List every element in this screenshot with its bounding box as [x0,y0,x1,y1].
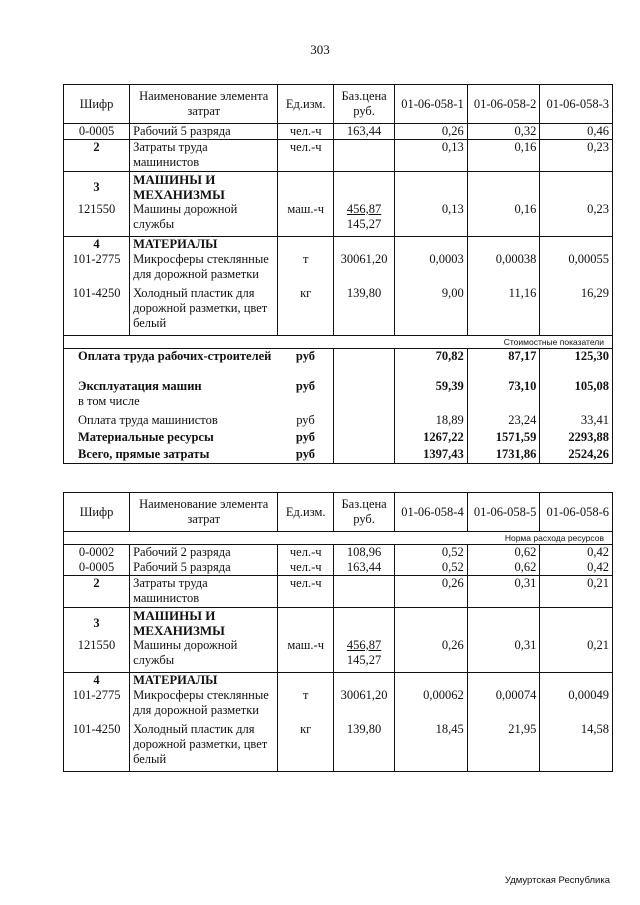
row-name: Рабочий 2 разряда [130,545,278,561]
row-value: 9,00 [395,286,468,336]
table-row [64,124,613,140]
cost-value: 23,24 [467,413,540,430]
row-unit: чел.-ч [278,576,334,608]
row-price [334,638,395,672]
row-name: Затраты труда машинистов [130,140,278,172]
table-row [64,722,613,772]
cost-value: 59,39 [395,379,468,413]
col-code: Шифр [64,85,130,124]
cost-name [64,379,278,413]
table-row [64,688,613,722]
cost-unit: руб [278,379,334,413]
cost-value: 2293,88 [540,430,613,447]
row-code: 121550 [64,202,130,236]
resource-table-1 [63,84,613,464]
section-title: МАШИНЫ И МЕХАНИЗМЫ [130,608,278,639]
row-name: Затраты труда машинистов [130,576,278,608]
table-row [64,545,613,561]
section-title: МАТЕРИАЛЫ [130,672,278,688]
row-value: 0,16 [467,202,540,236]
cost-value: 1397,43 [395,447,468,464]
row-code: 101-2775 [64,688,130,722]
price-secondary: 145,27 [346,653,382,667]
col-price: Баз.цена руб. [334,85,395,124]
price-secondary: 145,27 [346,217,382,231]
row-name: Холодный пластик для дорожной разметки, цвет белый [130,286,278,336]
row-value: 0,00055 [540,252,613,286]
row-value: 14,58 [540,722,613,772]
row-code: 2 [64,576,130,608]
row-value: 21,95 [467,722,540,772]
row-name: Рабочий 5 разряда [130,124,278,140]
row-value: 16,29 [540,286,613,336]
row-value: 0,26 [395,576,468,608]
row-value: 0,52 [395,545,468,561]
col-variant-4: 01-06-058-4 [395,493,468,532]
cost-value: 18,89 [395,413,468,430]
row-unit: т [278,252,334,286]
row-price: 30061,20 [334,688,395,722]
table-row [64,202,613,236]
cost-value: 105,08 [540,379,613,413]
cost-subtitle: в том числе [78,393,140,408]
row-value: 0,62 [467,545,540,561]
row-unit: кг [278,722,334,772]
cost-value: 33,41 [540,413,613,430]
row-value: 0,62 [467,560,540,576]
cost-unit: руб [278,447,334,464]
cost-name: Всего, прямые затраты [64,447,278,464]
row-price [334,140,395,172]
note-row [64,532,613,545]
table-row [64,576,613,608]
row-name: Рабочий 5 разряда [130,560,278,576]
row-value: 0,13 [395,202,468,236]
cost-value: 2524,26 [540,447,613,464]
note-row [64,336,613,349]
page-number: 303 [310,42,330,57]
col-variant-1: 01-06-058-1 [395,85,468,124]
row-unit: маш.-ч [278,202,334,236]
row-unit: т [278,688,334,722]
row-unit: чел.-ч [278,560,334,576]
table-row [64,638,613,672]
cost-value: 1267,22 [395,430,468,447]
row-value: 0,00074 [467,688,540,722]
col-price: Баз.цена руб. [334,493,395,532]
col-code: Шифр [64,493,130,532]
col-unit: Ед.изм. [278,85,334,124]
row-unit: маш.-ч [278,638,334,672]
row-price: 163,44 [334,560,395,576]
price-main: 456,87 [346,202,382,216]
cost-name: Материальные ресурсы [64,430,278,447]
table-row [64,560,613,576]
row-code: 121550 [64,638,130,672]
cost-title: Эксплуатация машин [78,378,202,393]
cost-name: Оплата труда рабочих-строителей [64,349,278,379]
row-code: 0-0005 [64,560,130,576]
col-variant-2: 01-06-058-2 [467,85,540,124]
row-value: 0,42 [540,545,613,561]
row-value: 0,32 [467,124,540,140]
table-row [64,140,613,172]
row-code: 101-4250 [64,286,130,336]
price-main: 456,87 [346,638,382,652]
section-title: МАТЕРИАЛЫ [130,236,278,252]
cost-row [64,447,613,464]
cost-row [64,413,613,430]
cost-value: 1731,86 [467,447,540,464]
resource-norm-note: Норма расхода ресурсов [64,532,613,545]
row-code: 101-2775 [64,252,130,286]
row-value: 0,13 [395,140,468,172]
row-name: Машины дорожной службы [130,638,278,672]
row-unit: чел.-ч [278,140,334,172]
row-code: 101-4250 [64,722,130,772]
row-price: 30061,20 [334,252,395,286]
row-value: 0,46 [540,124,613,140]
row-value: 0,00049 [540,688,613,722]
row-price: 139,80 [334,286,395,336]
table-row [64,252,613,286]
row-value: 0,26 [395,638,468,672]
col-variant-6: 01-06-058-6 [540,493,613,532]
row-value: 0,31 [467,576,540,608]
section-row [64,236,613,252]
cost-indicators-note: Стоимостные показатели [64,336,613,349]
row-value: 0,31 [467,638,540,672]
section-row [64,672,613,688]
row-price: 139,80 [334,722,395,772]
cost-row [64,430,613,447]
row-price [334,202,395,236]
table-row [64,286,613,336]
cost-value: 73,10 [467,379,540,413]
row-value: 0,21 [540,638,613,672]
section-code: 4 [64,672,130,688]
row-unit: чел.-ч [278,124,334,140]
row-value: 0,52 [395,560,468,576]
cost-unit: руб [278,430,334,447]
row-name: Микросферы стеклянные для дорожной разметки [130,252,278,286]
section-code: 3 [64,608,130,639]
row-value: 0,00062 [395,688,468,722]
col-name: Наименование элемента затрат [130,85,278,124]
cost-unit: руб [278,413,334,430]
cost-row [64,349,613,379]
section-title: МАШИНЫ И МЕХАНИЗМЫ [130,172,278,203]
cost-value: 125,30 [540,349,613,379]
row-price: 108,96 [334,545,395,561]
resource-table-2 [63,492,613,772]
row-value: 0,23 [540,140,613,172]
col-name: Наименование элемента затрат [130,493,278,532]
region-footer: Удмуртская Республика [504,875,610,886]
row-price: 163,44 [334,124,395,140]
row-value: 18,45 [395,722,468,772]
row-value: 11,16 [467,286,540,336]
cost-value: 70,82 [395,349,468,379]
row-name: Микросферы стеклянные для дорожной разметки [130,688,278,722]
table-header [64,85,613,124]
cost-value: 87,17 [467,349,540,379]
section-code: 3 [64,172,130,203]
row-name: Холодный пластик для дорожной разметки, цвет белый [130,722,278,772]
row-unit: чел.-ч [278,545,334,561]
row-value: 0,26 [395,124,468,140]
row-name: Машины дорожной службы [130,202,278,236]
col-unit: Ед.изм. [278,493,334,532]
row-code: 0-0002 [64,545,130,561]
row-value: 0,21 [540,576,613,608]
row-value: 0,0003 [395,252,468,286]
col-variant-5: 01-06-058-5 [467,493,540,532]
row-value: 0,23 [540,202,613,236]
row-value: 0,42 [540,560,613,576]
section-code: 4 [64,236,130,252]
row-value: 0,00038 [467,252,540,286]
row-unit: кг [278,286,334,336]
row-value: 0,16 [467,140,540,172]
cost-unit: руб [278,349,334,379]
table-header [64,493,613,532]
section-row [64,608,613,639]
col-variant-3: 01-06-058-3 [540,85,613,124]
cost-value: 1571,59 [467,430,540,447]
row-code: 2 [64,140,130,172]
row-price [334,576,395,608]
cost-row [64,379,613,413]
row-code: 0-0005 [64,124,130,140]
section-row [64,172,613,203]
cost-name: Оплата труда машинистов [64,413,278,430]
